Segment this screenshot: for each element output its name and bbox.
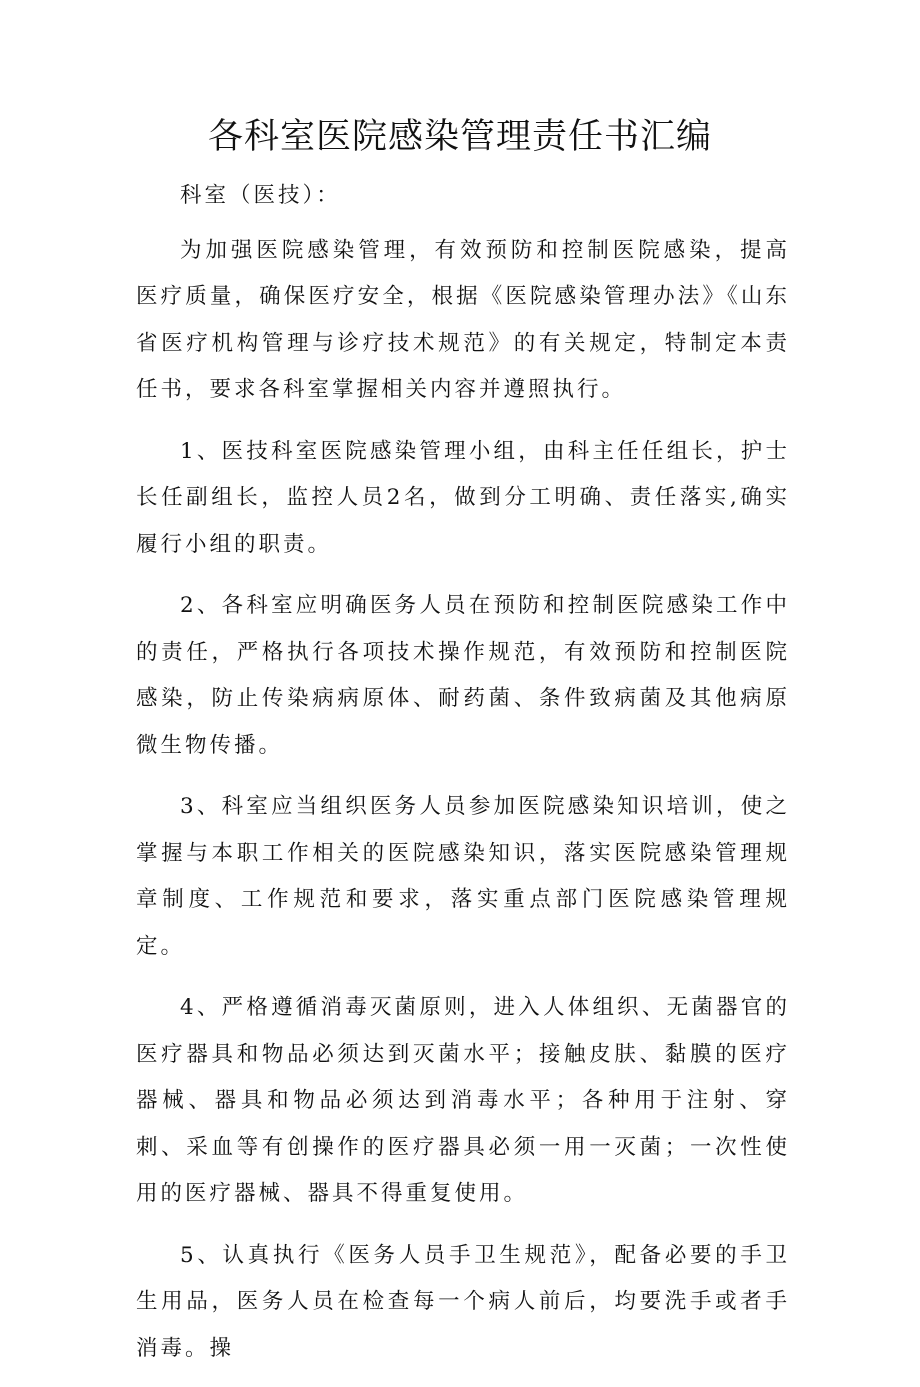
paragraph-item-3: 3、科室应当组织医务人员参加医院感染知识培训，使之掌握与本职工作相关的医院感染知识，落实医院感染管理规章制度、工作规范和要求，落实重点部门医院感染管理规定。 xyxy=(136,794,790,959)
document-body xyxy=(136,173,790,1387)
addressee-line: 科室（医技）： xyxy=(180,183,341,208)
paragraph-intro: 为加强医院感染管理，有效预防和控制医院感染，提高医疗质量，确保医疗安全，根据《医院感染管理办法》《山东省医疗机构管理与诊疗技术规范》的有关规定，特制定本责任书，要求各科室掌握相关内容并遵照执行。 xyxy=(136,237,790,402)
paragraph-item-4: 4、严格遵循消毒灭菌原则，进入人体组织、无菌器官的医疗器具和物品必须达到灭菌水平；接触皮肤、黏膜的医疗器械、器具和物品必须达到消毒水平；各种用于注射、穿刺、采血等有创操作的医疗器具必须一用一灭菌；一次性使用的医疗器械、器具不得重复使用。 xyxy=(136,995,790,1206)
document-title: 各科室医院感染管理责任书汇编 xyxy=(207,117,712,157)
paragraph-item-1: 1、医技科室医院感染管理小组，由科主任任组长，护士长任副组长，监控人员2名，做到分工明确、责任落实,确实履行小组的职责。 xyxy=(136,438,790,557)
paragraph-item-5: 5、认真执行《医务人员手卫生规范》，配备必要的手卫生用品，医务人员在检查每一个病人前后，均要洗手或者手消毒。操 xyxy=(136,1242,790,1361)
paragraph-item-2: 2、各科室应明确医务人员在预防和控制医院感染工作中的责任，严格执行各项技术操作规范，有效预防和控制医院感染，防止传染病病原体、耐药菌、条件致病菌及其他病原微生物传播。 xyxy=(136,593,790,758)
